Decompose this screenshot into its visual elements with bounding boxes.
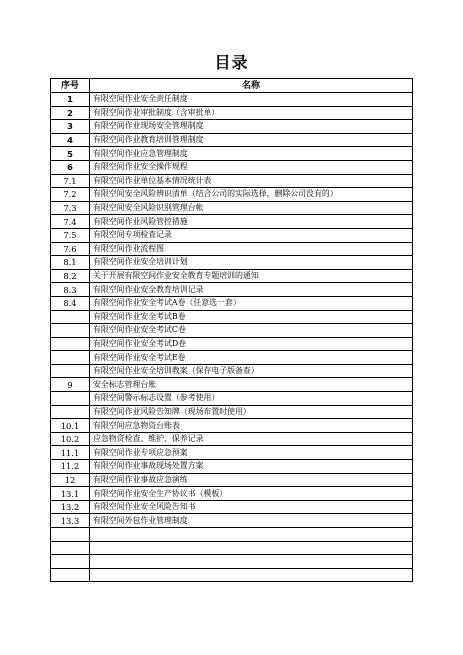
row-title: 有限空间作业安全培训教案（保存电子版备查） <box>90 364 413 378</box>
table-row <box>51 473 413 487</box>
row-number <box>51 351 90 365</box>
table-row <box>51 283 413 297</box>
table-row <box>51 568 413 582</box>
header-number: 序号 <box>51 79 90 93</box>
table-row <box>51 120 413 134</box>
row-title: 有限空间作业安全风险告知书 <box>90 500 413 514</box>
table-row <box>51 324 413 338</box>
row-number <box>51 541 90 555</box>
row-number <box>51 337 90 351</box>
row-number: 8.3 <box>51 283 90 297</box>
table-row <box>51 419 413 433</box>
row-title: 有限空间作业安全培训计划 <box>90 256 413 270</box>
table-row <box>51 364 413 378</box>
row-number: 8.2 <box>51 269 90 283</box>
table-row <box>51 310 413 324</box>
row-number <box>51 364 90 378</box>
row-number: 7.4 <box>51 215 90 229</box>
table-row <box>51 160 413 174</box>
table-row <box>51 296 413 310</box>
table-row <box>51 106 413 120</box>
row-number: 7.1 <box>51 174 90 188</box>
table-row <box>51 201 413 215</box>
table-row <box>51 147 413 161</box>
row-title: 有限空间作业安全生产协议书（模板） <box>90 487 413 501</box>
table-row <box>51 93 413 107</box>
table-row <box>51 460 413 474</box>
row-title: 有限空间作业专项应急预案 <box>90 446 413 460</box>
table-row <box>51 432 413 446</box>
row-number <box>51 555 90 569</box>
header-row <box>51 79 413 93</box>
row-number: 6 <box>51 160 90 174</box>
row-number: 10.1 <box>51 419 90 433</box>
row-title: 安全标志管理台账 <box>90 378 413 392</box>
row-number <box>51 392 90 406</box>
table-row <box>51 351 413 365</box>
row-number: 3 <box>51 120 90 134</box>
row-number: 8.4 <box>51 296 90 310</box>
row-title: 有限空间作业审批制度（含审批单） <box>90 106 413 120</box>
table-row <box>51 242 413 256</box>
row-number: 8.1 <box>51 256 90 270</box>
row-title: 有限空间作业安全考试B卷 <box>90 310 413 324</box>
row-title: 有限空间作业安全操作规程 <box>90 160 413 174</box>
row-number: 2 <box>51 106 90 120</box>
row-title: 有限空间作业风险管控措施 <box>90 215 413 229</box>
row-number <box>51 568 90 582</box>
table-row <box>51 215 413 229</box>
row-number: 13.1 <box>51 487 90 501</box>
row-number <box>51 405 90 419</box>
row-number: 4 <box>51 133 90 147</box>
row-title: 有限空间作业安全教育培训记录 <box>90 283 413 297</box>
row-title: 有限空间专项检查记录 <box>90 228 413 242</box>
row-title: 有限空间作业现场安全管理制度 <box>90 120 413 134</box>
row-title <box>90 541 413 555</box>
row-number: 13.2 <box>51 500 90 514</box>
row-title: 有限空间作业应急管理制度 <box>90 147 413 161</box>
header-name: 名称 <box>90 79 413 93</box>
row-number: 10.2 <box>51 432 90 446</box>
row-title: 有限空间作业安全考试C卷 <box>90 324 413 338</box>
row-number: 12 <box>51 473 90 487</box>
row-number: 9 <box>51 378 90 392</box>
table-row <box>51 541 413 555</box>
row-number: 11.2 <box>51 460 90 474</box>
table-row <box>51 446 413 460</box>
table-row <box>51 487 413 501</box>
row-title: 应急物资检查、维护、保养记录 <box>90 432 413 446</box>
row-title: 有限空间安全风险辨识清单（结合公司的实际选择，删除公司没有的） <box>90 188 413 202</box>
table-of-contents <box>50 78 413 582</box>
row-title: 有限空间安全风险识别管理台帐 <box>90 201 413 215</box>
table-row <box>51 337 413 351</box>
table-row <box>51 528 413 542</box>
row-number: 5 <box>51 147 90 161</box>
row-title: 有限空间作业单位基本情况统计表 <box>90 174 413 188</box>
table-row <box>51 500 413 514</box>
row-number <box>51 310 90 324</box>
table-row <box>51 256 413 270</box>
table-row <box>51 188 413 202</box>
table-row <box>51 269 413 283</box>
table-row <box>51 392 413 406</box>
row-title <box>90 568 413 582</box>
row-title: 有限空间作业流程图 <box>90 242 413 256</box>
table-row <box>51 514 413 528</box>
table-body <box>51 93 413 582</box>
table-row <box>51 555 413 569</box>
table-row <box>51 228 413 242</box>
row-title: 有限空间应急物资台账表 <box>90 419 413 433</box>
row-title <box>90 555 413 569</box>
row-number: 7.3 <box>51 201 90 215</box>
row-title: 有限空间作业风险告知牌（现场布置时使用） <box>90 405 413 419</box>
table-row <box>51 133 413 147</box>
row-number: 7.2 <box>51 188 90 202</box>
table-row <box>51 405 413 419</box>
row-title: 有限空间作业安全考试A卷（任意选一套） <box>90 296 413 310</box>
row-number: 7.6 <box>51 242 90 256</box>
row-title: 有限空间作业安全考试E卷 <box>90 351 413 365</box>
row-title <box>90 528 413 542</box>
row-title: 有限空间作业安全考试D卷 <box>90 337 413 351</box>
row-number: 13.3 <box>51 514 90 528</box>
row-number <box>51 324 90 338</box>
table-header <box>51 79 413 93</box>
row-number: 7.5 <box>51 228 90 242</box>
row-title: 有限空间作业事故应急演练 <box>90 473 413 487</box>
row-title: 有限空间作业安全责任制度 <box>90 93 413 107</box>
row-title: 有限空间外包作业管理制度 <box>90 514 413 528</box>
table-row <box>51 174 413 188</box>
page-title: 目录 <box>214 53 249 72</box>
row-number: 1 <box>51 93 90 107</box>
table-row <box>51 378 413 392</box>
row-title: 有限空间作业教育培训管理制度 <box>90 133 413 147</box>
row-number <box>51 528 90 542</box>
row-title: 有限空间作业事故现场处置方案 <box>90 460 413 474</box>
row-title: 有限空间警示标志设置（参考使用） <box>90 392 413 406</box>
row-number: 11.1 <box>51 446 90 460</box>
row-title: 关于开展有限空间作业安全教育专题培训的通知 <box>90 269 413 283</box>
